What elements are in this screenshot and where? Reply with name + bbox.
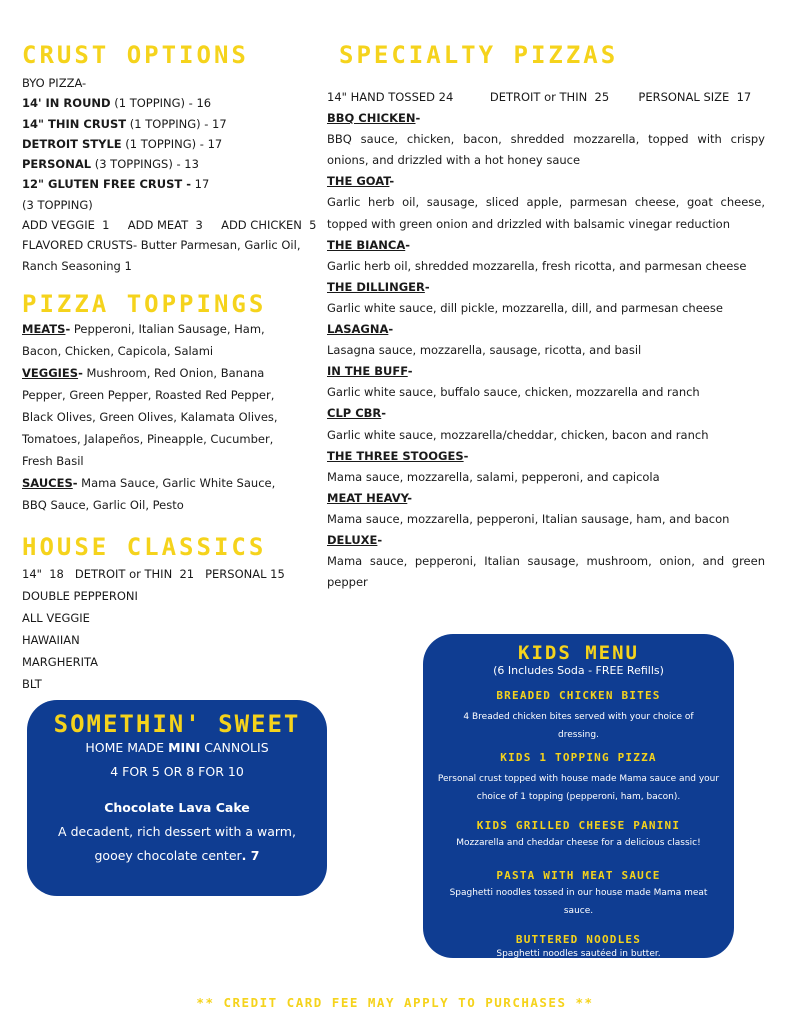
specialty-item: [327, 235, 765, 277]
specialty-item-name: THE THREE STOOGES: [327, 448, 464, 463]
lava-cake-desc: A decadent, rich dessert with a warm,: [58, 824, 296, 839]
house-classics-heading: HOUSE CLASSICS: [22, 533, 267, 561]
separator: -: [78, 366, 83, 380]
kids-item-desc: 4 Breaded chicken bites served with your choice of dressing.: [463, 712, 694, 740]
crust-option: [22, 134, 322, 154]
cannoli-price: 4 FOR 5 OR 8 FOR 10: [110, 764, 244, 779]
kids-item-desc: Spaghetti noodles tossed in our house made Mama meat sauce.: [449, 888, 708, 916]
separator: -: [377, 532, 383, 547]
specialty-item-desc: Garlic white sauce, buffalo sauce, chicken, mozzarella and ranch: [327, 385, 700, 400]
specialty-item: [327, 361, 765, 403]
specialty-item: [327, 319, 765, 361]
specialty-prices: 14" HAND TOSSED 24 DETROIT or THIN 25 PERSONAL SIZE 17: [327, 90, 752, 104]
lava-cake-title: Chocolate Lava Cake: [104, 800, 250, 815]
kids-item-name: KIDS GRILLED CHEESE PANINI: [476, 819, 681, 832]
kids-item-name: BREADED CHICKEN BITES: [496, 689, 661, 702]
specialty-item-desc: Mama sauce, pepperoni, Italian sausage, mushroom, onion, and green pepper: [327, 554, 765, 590]
topping-group-meats: [22, 318, 292, 362]
crust-options-heading: CRUST OPTIONS: [22, 41, 249, 69]
specialty-item: [327, 171, 765, 234]
crust-option-name: 14' IN ROUND: [22, 96, 111, 111]
separator: -: [381, 406, 387, 421]
crust-addons: ADD VEGGIE 1 ADD MEAT 3 ADD CHICKEN 5: [22, 218, 317, 233]
lava-cake-name: [27, 796, 327, 820]
separator: -: [72, 476, 78, 490]
crust-options-section: [22, 73, 322, 276]
byo-label: BYO PIZZA-: [22, 76, 87, 90]
credit-card-fee-notice: ** CREDIT CARD FEE MAY APPLY TO PURCHASES **: [196, 995, 594, 1010]
specialty-item-desc: Mama sauce, mozzarella, pepperoni, Italian sausage, ham, and bacon: [327, 511, 730, 526]
crust-option: [22, 93, 322, 113]
house-item: DOUBLE PEPPERONI: [22, 589, 138, 603]
kids-menu-heading: KIDS MENU: [518, 642, 639, 664]
lava-cake-desc-text: gooey chocolate center: [94, 848, 242, 863]
somethin-sweet-box: [27, 700, 327, 896]
separator: -: [65, 322, 71, 336]
house-classics-section: [22, 563, 322, 695]
separator: -: [388, 322, 394, 337]
crust-option: [22, 154, 322, 174]
specialty-item-name: THE DILLINGER: [327, 279, 425, 294]
kids-item-desc: Spaghetti noodles sautéed in butter.: [496, 949, 661, 959]
cannoli-line: [27, 736, 327, 760]
separator: -: [405, 237, 411, 252]
kids-menu-subtitle: (6 Includes Soda - FREE Refills): [493, 664, 664, 677]
lava-cake-desc2: [27, 844, 327, 868]
specialty-item-name: LASAGNA: [327, 322, 389, 337]
specialty-item-name: THE GOAT: [327, 174, 390, 189]
cannoli-text: HOME MADE: [85, 740, 169, 755]
separator: -: [424, 279, 430, 294]
topping-group-veggies: [22, 362, 292, 472]
lava-cake-price: . 7: [241, 848, 260, 863]
kids-item-desc: Personal crust topped with house made Mama sauce and your choice of 1 topping (pepperoni, ham, bacon).: [437, 774, 720, 802]
specialty-item-desc: Garlic white sauce, dill pickle, mozzarella, dill, and parmesan cheese: [327, 300, 723, 315]
specialty-pizzas-heading: SPECIALTY PIZZAS: [339, 41, 619, 69]
pizza-toppings-heading: PIZZA TOPPINGS: [22, 290, 267, 318]
topping-group-sauces: [22, 472, 292, 516]
specialty-item-name: BBQ CHICKEN: [327, 111, 416, 126]
crust-option-detail: (3 TOPPINGS) - 13: [91, 157, 199, 172]
specialty-item-name: THE BIANCA: [327, 237, 406, 252]
specialty-item-name: CLP CBR: [327, 406, 382, 421]
separator: -: [415, 111, 421, 126]
kids-menu-box: [423, 634, 734, 958]
cannoli-text: CANNOLIS: [200, 740, 269, 755]
topping-group-text: Pepperoni, Italian Sausage, Ham, Bacon, Chicken, Capicola, Salami: [22, 322, 265, 358]
specialty-item: [327, 446, 765, 488]
specialty-item-desc: BBQ sauce, chicken, bacon, shredded mozzarella, topped with crispy onions, and drizzled with a hot honey sauce: [327, 132, 765, 168]
topping-group-label: VEGGIES: [22, 366, 79, 380]
house-prices: 14" 18 DETROIT or THIN 21 PERSONAL 15: [22, 567, 285, 581]
flavored-crusts: FLAVORED CRUSTS- Butter Parmesan, Garlic Oil, Ranch Seasoning 1: [22, 238, 301, 273]
topping-group-label: SAUCES: [22, 476, 73, 490]
house-item: HAWAIIAN: [22, 633, 80, 647]
specialty-item-desc: Mama sauce, mozzarella, salami, pepperoni, and capicola: [327, 469, 660, 484]
crust-option-name: DETROIT STYLE: [22, 136, 122, 151]
separator: -: [407, 364, 413, 379]
kids-item-name: KIDS 1 TOPPING PIZZA: [500, 751, 657, 764]
somethin-sweet-heading: SOMETHIN' SWEET: [53, 710, 301, 738]
topping-group-text: Mushroom, Red Onion, Banana Pepper, Green Pepper, Roasted Red Pepper, Black Olives, Green Olives, Kalamata Olives, Tomatoes, Jalapeños, Pineapple, Cucumber, Fresh Basil: [22, 366, 278, 468]
separator: -: [389, 174, 395, 189]
separator: -: [407, 490, 413, 505]
kids-item-name: BUTTERED NOODLES: [515, 933, 642, 946]
house-item: MARGHERITA: [22, 655, 98, 669]
crust-option-name: PERSONAL: [22, 157, 92, 172]
specialty-item-name: DELUXE: [327, 532, 378, 547]
specialty-item: [327, 403, 765, 445]
specialty-item-desc: Garlic white sauce, mozzarella/cheddar, chicken, bacon and ranch: [327, 427, 709, 442]
separator: -: [463, 448, 469, 463]
specialty-item-name: MEAT HEAVY: [327, 490, 408, 505]
specialty-item: [327, 530, 765, 593]
cannoli-mini: MINI: [168, 740, 201, 755]
specialty-item-desc: Garlic herb oil, shredded mozzarella, fresh ricotta, and parmesan cheese: [327, 258, 747, 273]
toppings-section: [22, 318, 292, 516]
specialty-item: [327, 488, 765, 530]
crust-option: [22, 174, 322, 194]
specialty-item-desc: Lasagna sauce, mozzarella, sausage, ricotta, and basil: [327, 343, 642, 358]
crust-option-detail: (1 TOPPING) - 16: [110, 96, 212, 111]
house-item: ALL VEGGIE: [22, 611, 90, 625]
crust-option-detail: (1 TOPPING) - 17: [121, 136, 223, 151]
house-item: BLT: [22, 677, 42, 691]
crust-note: (3 TOPPING): [22, 197, 93, 212]
specialty-item: [327, 108, 765, 171]
kids-item-name: PASTA WITH MEAT SAUCE: [496, 869, 661, 882]
specialty-item-name: IN THE BUFF: [327, 364, 408, 379]
crust-option: [22, 114, 322, 134]
crust-option-detail: (1 TOPPING) - 17: [126, 116, 227, 131]
specialty-item-desc: Garlic herb oil, sausage, sliced apple, parmesan cheese, goat cheese, topped with green onion and drizzled with balsamic vinegar reduction: [327, 195, 765, 231]
crust-option-name: 14" THIN CRUST: [22, 116, 127, 131]
specialty-section: [327, 87, 765, 593]
topping-group-label: MEATS: [22, 322, 66, 336]
specialty-item: [327, 277, 765, 319]
kids-item-desc: Mozzarella and cheddar cheese for a delicious classic!: [456, 838, 701, 848]
topping-group-text: Mama Sauce, Garlic White Sauce, BBQ Sauce, Garlic Oil, Pesto: [22, 476, 276, 512]
crust-option-detail: 17: [191, 177, 210, 192]
crust-option-name: 12" GLUTEN FREE CRUST -: [22, 177, 191, 192]
